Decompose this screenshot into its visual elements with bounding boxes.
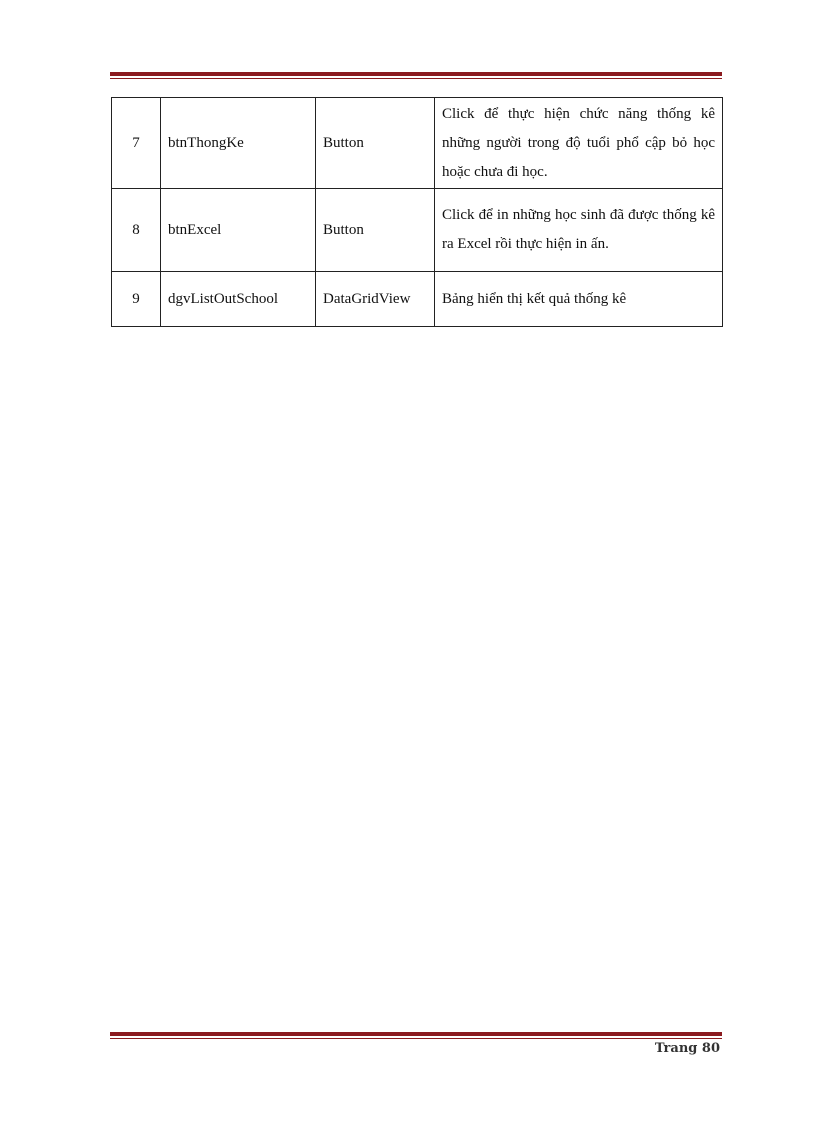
description-cell: Click để thực hiện chức năng thống kê những người trong độ tuổi phổ cập bỏ học hoặc chưa đi học. — [435, 98, 723, 189]
footer-rule — [110, 1032, 722, 1039]
control-type-cell: DataGridView — [316, 272, 435, 327]
table-row — [112, 189, 723, 272]
row-number-cell: 9 — [112, 272, 161, 327]
control-name-cell: dgvListOutSchool — [161, 272, 316, 327]
control-type-cell: Button — [316, 98, 435, 189]
description-cell: Bảng hiển thị kết quả thống kê — [435, 272, 723, 327]
row-number-cell: 8 — [112, 189, 161, 272]
control-spec-table — [111, 97, 723, 327]
control-name-cell: btnThongKe — [161, 98, 316, 189]
description-cell: Click để in những học sinh đã được thống kê ra Excel rồi thực hiện in ấn. — [435, 189, 723, 272]
page-number: Trang 80 — [654, 1041, 720, 1056]
header-rule — [110, 72, 722, 79]
row-number-cell: 7 — [112, 98, 161, 189]
control-type-cell: Button — [316, 189, 435, 272]
table-row — [112, 272, 723, 327]
table-row — [112, 98, 723, 189]
control-name-cell: btnExcel — [161, 189, 316, 272]
